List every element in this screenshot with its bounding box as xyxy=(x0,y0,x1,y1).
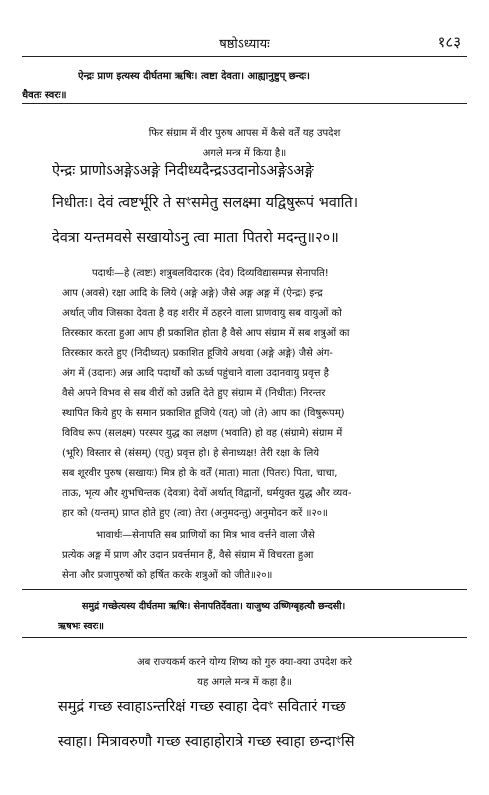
padartha-line: अंग में (उदानः) अन्न आदि पदार्थों को ऊर्ध्व पहुंचाने वाला उदानवायु प्रवृत्त है xyxy=(62,368,329,379)
padartha-line: विविध रूप (सलक्ष्म) परस्पर युद्ध का लक्षण (भवाति) हो वह (संग्रामे) संग्राम में xyxy=(62,428,343,439)
padartha-line: आप (अवसे) रक्षा आदि के लिये (अङ्गे अङ्गे) जैसे अङ्ग अङ्ग में (ऐन्द्रः) इन्द्र xyxy=(62,288,323,299)
padartha-line: अर्थात् जीव जिसका देवता है वह शरीर में ठहरने वाला प्राणवायु सब वायुओं को xyxy=(62,308,342,319)
prev-mantra-meta: ऐन्द्रः प्राण इत्यस्य दीर्घतमा ऋषिः। त्वष्टा देवता। आह्यानुष्टुप् छन्दः। xyxy=(78,71,310,82)
header-divider xyxy=(22,56,467,57)
padartha-line: (भूरि) विस्तार से (संसम्) (एतु) प्रवृत्त हो। हे सेनाध्यक्ष! तेरी रक्षा के लिये xyxy=(62,448,320,459)
next-mantra-meta: समुद्रं गच्छेत्यस्य दीर्घतमा ऋषिः। सेनापतिर्देवता। याजुष्य उष्णिग्बृहत्यौ छन्दसी। xyxy=(82,601,346,612)
bhavartha-line: भावार्थः—सेनापति सब प्राणियों का मित्र भाव वर्त्तने वाला जैसे xyxy=(96,530,315,541)
mantra-line: ऐन्द्रः प्राणोऽअङ्गेऽअङ्गे निदीध्यदैन्द्रऽउदानोऽअङ्गेऽअङ्गे xyxy=(52,163,314,179)
intro2-line-2: यह अगले मन्त्र में कहा है॥ xyxy=(197,677,292,688)
padartha-line: स्थापित किये हुए के समान प्रकाशित हूजिये (यत्) जो (ते) आप का (विषुरूपम्) xyxy=(62,408,345,419)
meta-divider xyxy=(22,103,467,104)
page-number: १८३ xyxy=(437,33,461,51)
mantra-line: निधीतः। देवं त्वष्टर्भूरि ते सꣳसमेतु सलक्ष्मा यद्विषुरूपं भवाति। xyxy=(52,195,359,211)
padartha-line: हार को (यन्तम्) प्राप्त होते हुए (त्वा) तेरा (अनुमदन्तु) अनुमोदन करें ॥२०॥ xyxy=(62,508,328,519)
mantra2-line: स्वाहा। मित्रावरुणौ गच्छ स्वाहाहोरात्रे गच्छ स्वाहा छन्दाꣳसि xyxy=(58,734,355,750)
prev-mantra-svara: धैवतः स्वरः॥ xyxy=(22,90,67,101)
meta-divider-2 xyxy=(22,637,467,638)
padartha-line: तिरस्कार करता हुआ आप ही प्रकाशित होता है वैसे आप संग्राम में सब शत्रुओं का xyxy=(62,328,350,339)
padartha-line: तिरस्कार करते हुए (निदीध्यत्) प्रकाशित हूजिये अथवा (अङ्गे अङ्गे) जैसे अंग- xyxy=(62,348,333,359)
next-mantra-svara: ऋषभः स्वरः॥ xyxy=(58,621,104,632)
section-divider xyxy=(22,589,467,590)
padartha-line: सब शूरवीर पुरुष (सखायः) मित्र हो के वर्तें (माता) माता (पितरः) पिता, चाचा, xyxy=(62,468,338,479)
bhavartha-line: प्रत्येक अङ्ग में प्राण और उदान प्रवर्त्तमान हैं, वैसे संग्राम में विचरता हुआ xyxy=(62,550,314,561)
intro-line-2: अगले मन्त्र में किया है॥ xyxy=(202,148,287,159)
bhavartha-line: सेना और प्रजापुरुषों को हर्षित करके शत्रुओं को जीते॥२०॥ xyxy=(62,570,273,581)
mantra-line: देवत्रा यन्तमवसे सखायोऽनु त्वा माता पितरो मदन्तु॥२०॥ xyxy=(52,230,339,246)
padartha-line: पदार्थः—हे (त्वष्टः) शत्रुबलविदारक (देव) दिव्यविद्यासम्पन्न सेनापति! xyxy=(92,268,329,279)
page-header xyxy=(20,32,469,52)
intro-line-1: फिर संग्राम में वीर पुरुष आपस में कैसे वर्तें यह उपदेश xyxy=(148,128,341,139)
intro2-line-1: अब राज्यकर्म करने योग्य शिष्य को गुरु क्या-क्या उपदेश करे xyxy=(137,657,352,668)
padartha-line: वैसे अपने विभव से सब वीरों को उन्नति देते हुए संग्राम में (निधीतः) निरन्तर xyxy=(62,388,326,399)
chapter-title: षष्ठोऽध्यायः xyxy=(219,37,270,52)
mantra2-line: समुद्रं गच्छ स्वाहाऽन्तरिक्षं गच्छ स्वाहा देवꣳ सवितारं गच्छ xyxy=(58,699,346,715)
padartha-line: ताऊ, भृत्य और शुभचिन्तक (देवत्रा) देवों अर्थात् विद्वानों, धर्मयुक्त युद्ध और व्यव- xyxy=(62,488,352,499)
